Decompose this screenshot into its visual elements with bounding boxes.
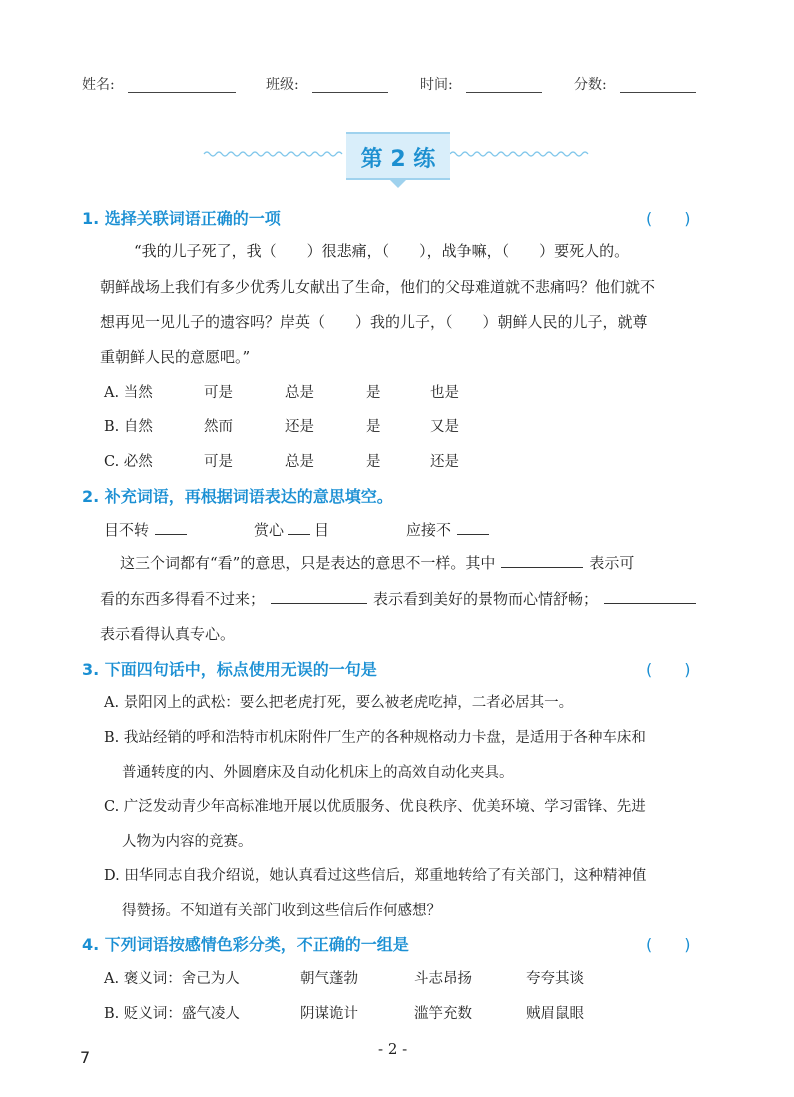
q2-line-2 — [100, 588, 696, 609]
title-box — [346, 132, 450, 180]
q3-option-c-cont: 人物为内容的竞赛。 — [122, 834, 253, 850]
corner-number: 7 — [80, 1048, 91, 1067]
option-b-word-1: B. 自然 — [104, 419, 153, 435]
score-blank[interactable] — [620, 92, 696, 93]
q2-word-row — [104, 519, 187, 540]
option-a-word-4: 是 — [366, 385, 381, 401]
word-2-blank[interactable] — [288, 534, 310, 535]
q2-word-2 — [254, 519, 329, 540]
q2-word-3 — [406, 519, 489, 540]
option-c-word-3: 总是 — [285, 454, 314, 470]
option-c-word-5: 还是 — [430, 454, 459, 470]
time-label: 时间: — [420, 77, 453, 93]
class-blank[interactable] — [312, 92, 388, 93]
q1-line-2: 朝鲜战场上我们有多少优秀儿女献出了生命，他们的父母难道就不悲痛吗？他们就不 — [100, 278, 656, 296]
option-c-word-1: C. 必然 — [104, 454, 153, 470]
name-label: 姓名: — [82, 77, 115, 93]
word-3-blank[interactable] — [457, 534, 489, 535]
q2-fill-blank-2[interactable] — [271, 603, 367, 604]
q2-line-1 — [120, 552, 634, 573]
word-1-blank[interactable] — [155, 534, 187, 535]
q4-a-word-3: 斗志昂扬 — [414, 971, 472, 987]
q2-line-3: 表示看得认真专心。 — [100, 625, 236, 643]
option-a-word-3: 总是 — [285, 385, 314, 401]
q4-b-word-4: 贼眉鼠眼 — [526, 1006, 584, 1022]
q4-b-head: B. 贬义词：盛气凌人 — [104, 1006, 240, 1022]
time-blank[interactable] — [466, 92, 542, 93]
title-banner — [200, 132, 594, 180]
word-3-prefix: 应接不 — [406, 521, 452, 539]
q4-b-word-3: 滥竽充数 — [414, 1006, 472, 1022]
option-a-word-1: A. 当然 — [104, 385, 153, 401]
option-b-word-3: 还是 — [285, 419, 314, 435]
option-b-word-4: 是 — [366, 419, 381, 435]
q1-line-4: 重朝鲜人民的意愿吧。” — [100, 348, 251, 366]
q2-fill-blank-1[interactable] — [501, 567, 583, 568]
option-b-word-5: 又是 — [430, 419, 459, 435]
q3-answer-paren[interactable]: ( ) — [646, 660, 691, 679]
page-title: 第 2 练 — [360, 147, 436, 172]
q4-b-word-2: 阴谋诡计 — [300, 1006, 358, 1022]
option-a-word-2: 可是 — [204, 385, 233, 401]
name-blank[interactable] — [128, 92, 236, 93]
word-2-suffix: 目 — [314, 521, 330, 539]
option-b-word-2: 然而 — [204, 419, 233, 435]
q2-title: 2. 补充词语，再根据词语表达的意思填空。 — [82, 487, 393, 506]
option-c-word-4: 是 — [366, 454, 381, 470]
q2-line-2-mid: 表示看到美好的景物而心情舒畅； — [373, 590, 599, 608]
page-number: - 2 - — [378, 1040, 408, 1058]
q1-line-1: “我的儿子死了，我（ ）很悲痛，（ ），战争嘛，（ ）要死人的。 — [134, 242, 630, 260]
q3-option-c[interactable]: C. 广泛发动青少年高标准地开展以优质服务、优良秩序、优美环境、学习雷锋、先进 — [104, 799, 646, 815]
class-label: 班级: — [266, 77, 299, 93]
q3-option-d[interactable]: D. 田华同志自我介绍说，她认真看过这些信后，郑重地转给了有关部门，这种精神值 — [104, 868, 647, 884]
q3-option-a[interactable]: A. 景阳冈上的武松：要么把老虎打死，要么被老虎吃掉，二者必居其一。 — [104, 695, 574, 711]
option-c-word-2: 可是 — [204, 454, 233, 470]
q2-line-2-text: 看的东西多得看不过来； — [100, 590, 266, 608]
word-1-prefix: 目不转 — [104, 521, 150, 539]
q2-line-1-text: 这三个词都有“看”的意思，只是表达的意思不一样。其中 — [120, 554, 496, 572]
q3-title: 3. 下面四句话中，标点使用无误的一句是 — [82, 660, 377, 679]
option-a-word-5: 也是 — [430, 385, 459, 401]
q1-title: 1. 选择关联词语正确的一项 — [82, 209, 281, 228]
score-label: 分数: — [574, 77, 607, 93]
q4-a-head: A. 褒义词：舍己为人 — [104, 971, 240, 987]
q2-fill-blank-3[interactable] — [604, 603, 696, 604]
q1-line-3: 想再见一见儿子的遗容吗？岸英（ ）我的儿子，（ ）朝鲜人民的儿子，就尊 — [100, 313, 648, 331]
q4-answer-paren[interactable]: ( ) — [646, 935, 691, 954]
q3-option-b[interactable]: B. 我站经销的呼和浩特市机床附件厂生产的各种规格动力卡盘，是适用于各种车床和 — [104, 730, 646, 746]
q4-title: 4. 下列词语按感情色彩分类，不正确的一组是 — [82, 935, 409, 954]
q3-option-b-cont: 普通转度的内、外圆磨床及自动化机床上的高效自动化夹具。 — [122, 765, 514, 781]
q2-line-1-tail: 表示可 — [589, 554, 635, 572]
q1-answer-paren[interactable]: ( ) — [646, 209, 691, 228]
q4-a-word-2: 朝气蓬勃 — [300, 971, 358, 987]
q3-option-d-cont: 得赞扬。不知道有关部门收到这些信后作何感想？ — [122, 903, 441, 919]
word-2-prefix: 赏心 — [254, 521, 285, 539]
q4-a-word-4: 夸夸其谈 — [526, 971, 584, 987]
